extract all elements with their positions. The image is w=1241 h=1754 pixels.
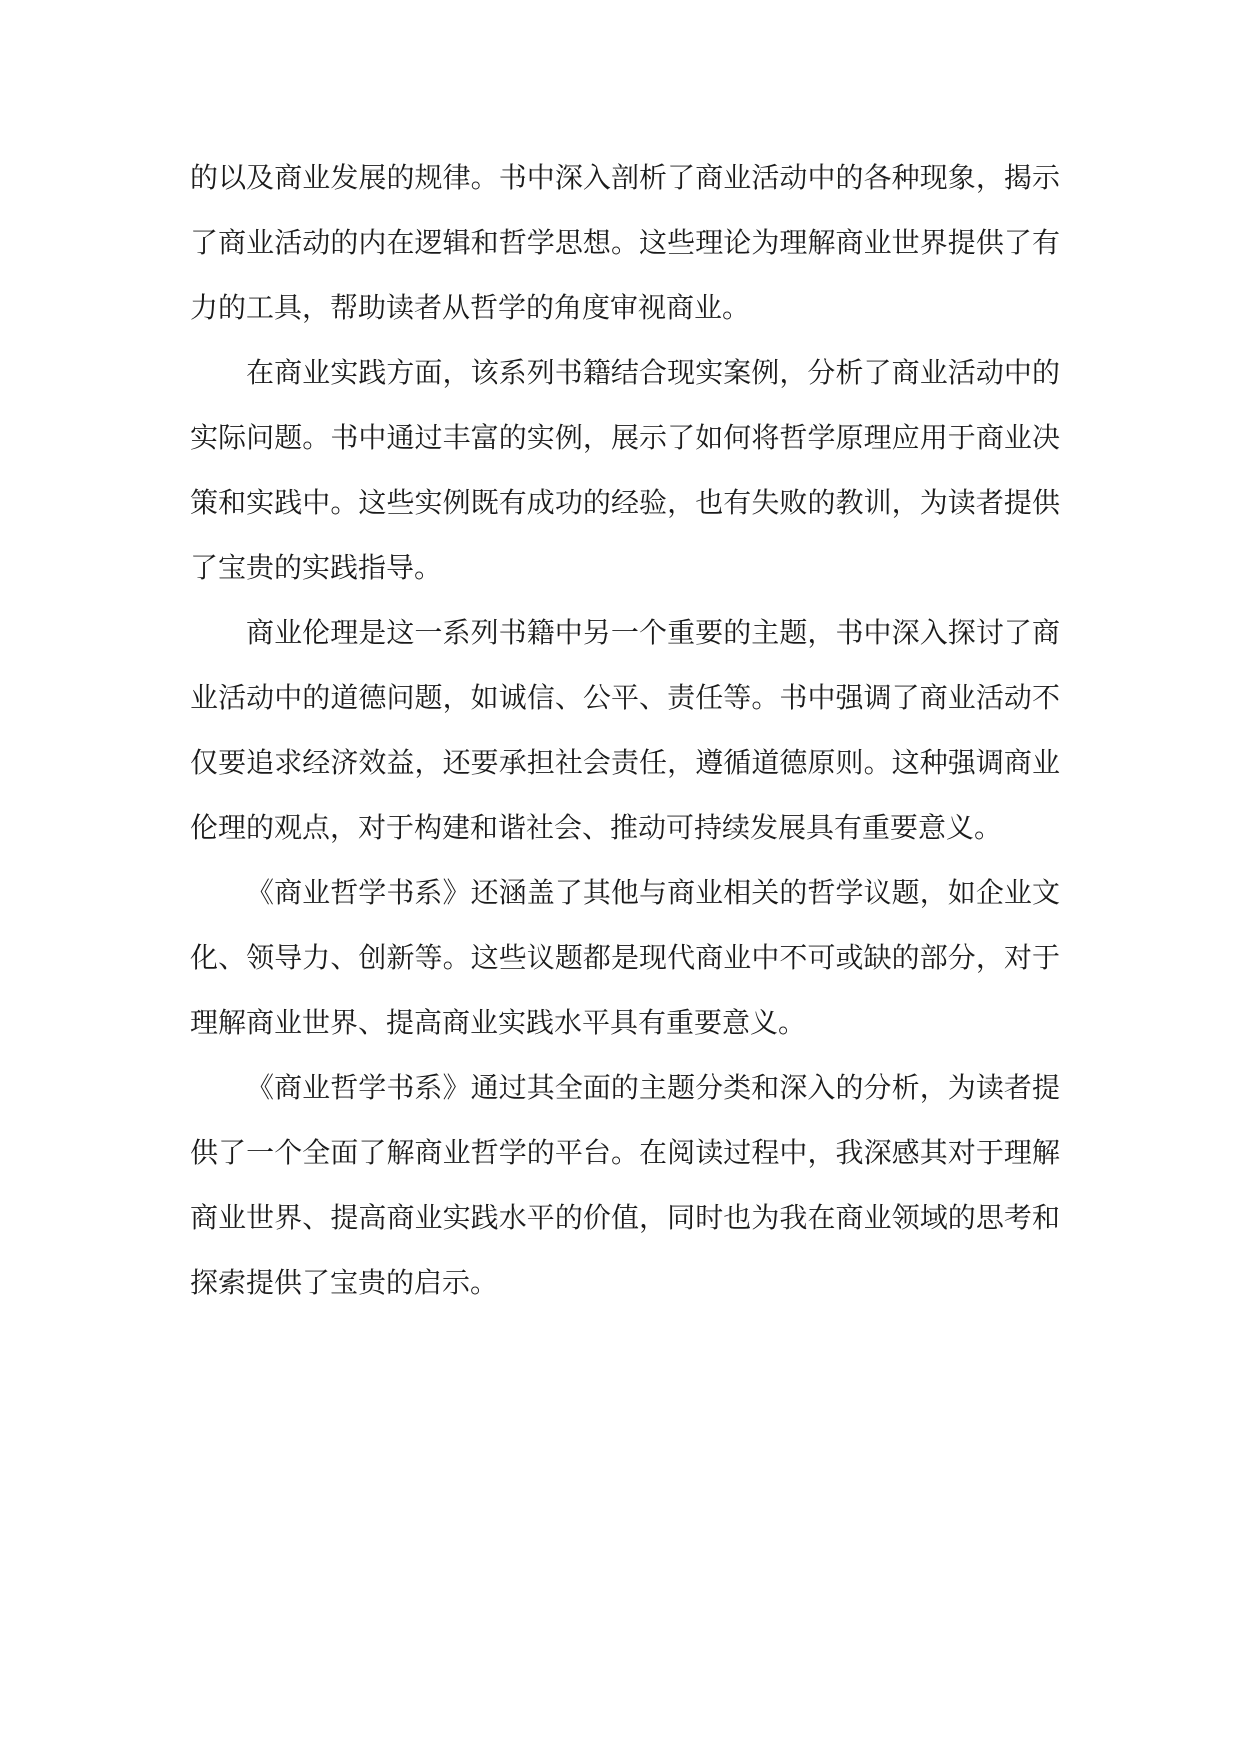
paragraph-1: 的以及商业发展的规律。书中深入剖析了商业活动中的各种现象，揭示了商业活动的内在逻辑和哲学思想。这些理论为理解商业世界提供了有力的工具，帮助读者从哲学的角度审视商业。: [190, 161, 1060, 324]
paragraph-2: 在商业实践方面，该系列书籍结合现实案例，分析了商业活动中的实际问题。书中通过丰富的实例，展示了如何将哲学原理应用于商业决策和实践中。这些实例既有成功的经验，也有失败的教训，为读者提供了宝贵的实践指导。: [190, 356, 1060, 584]
paragraph-3: 商业伦理是这一系列书籍中另一个重要的主题，书中深入探讨了商业活动中的道德问题，如诚信、公平、责任等。书中强调了商业活动不仅要追求经济效益，还要承担社会责任，遵循道德原则。这种强调商业伦理的观点，对于构建和谐社会、推动可持续发展具有重要意义。: [190, 616, 1060, 844]
paragraph-4: 《商业哲学书系》还涵盖了其他与商业相关的哲学议题，如企业文化、领导力、创新等。这些议题都是现代商业中不可或缺的部分，对于理解商业世界、提高商业实践水平具有重要意义。: [190, 876, 1060, 1039]
paragraph-5: 《商业哲学书系》通过其全面的主题分类和深入的分析，为读者提供了一个全面了解商业哲学的平台。在阅读过程中，我深感其对于理解商业世界、提高商业实践水平的价值，同时也为我在商业领域的思考和探索提供了宝贵的启示。: [190, 1071, 1060, 1299]
document-body: [190, 145, 1060, 1315]
